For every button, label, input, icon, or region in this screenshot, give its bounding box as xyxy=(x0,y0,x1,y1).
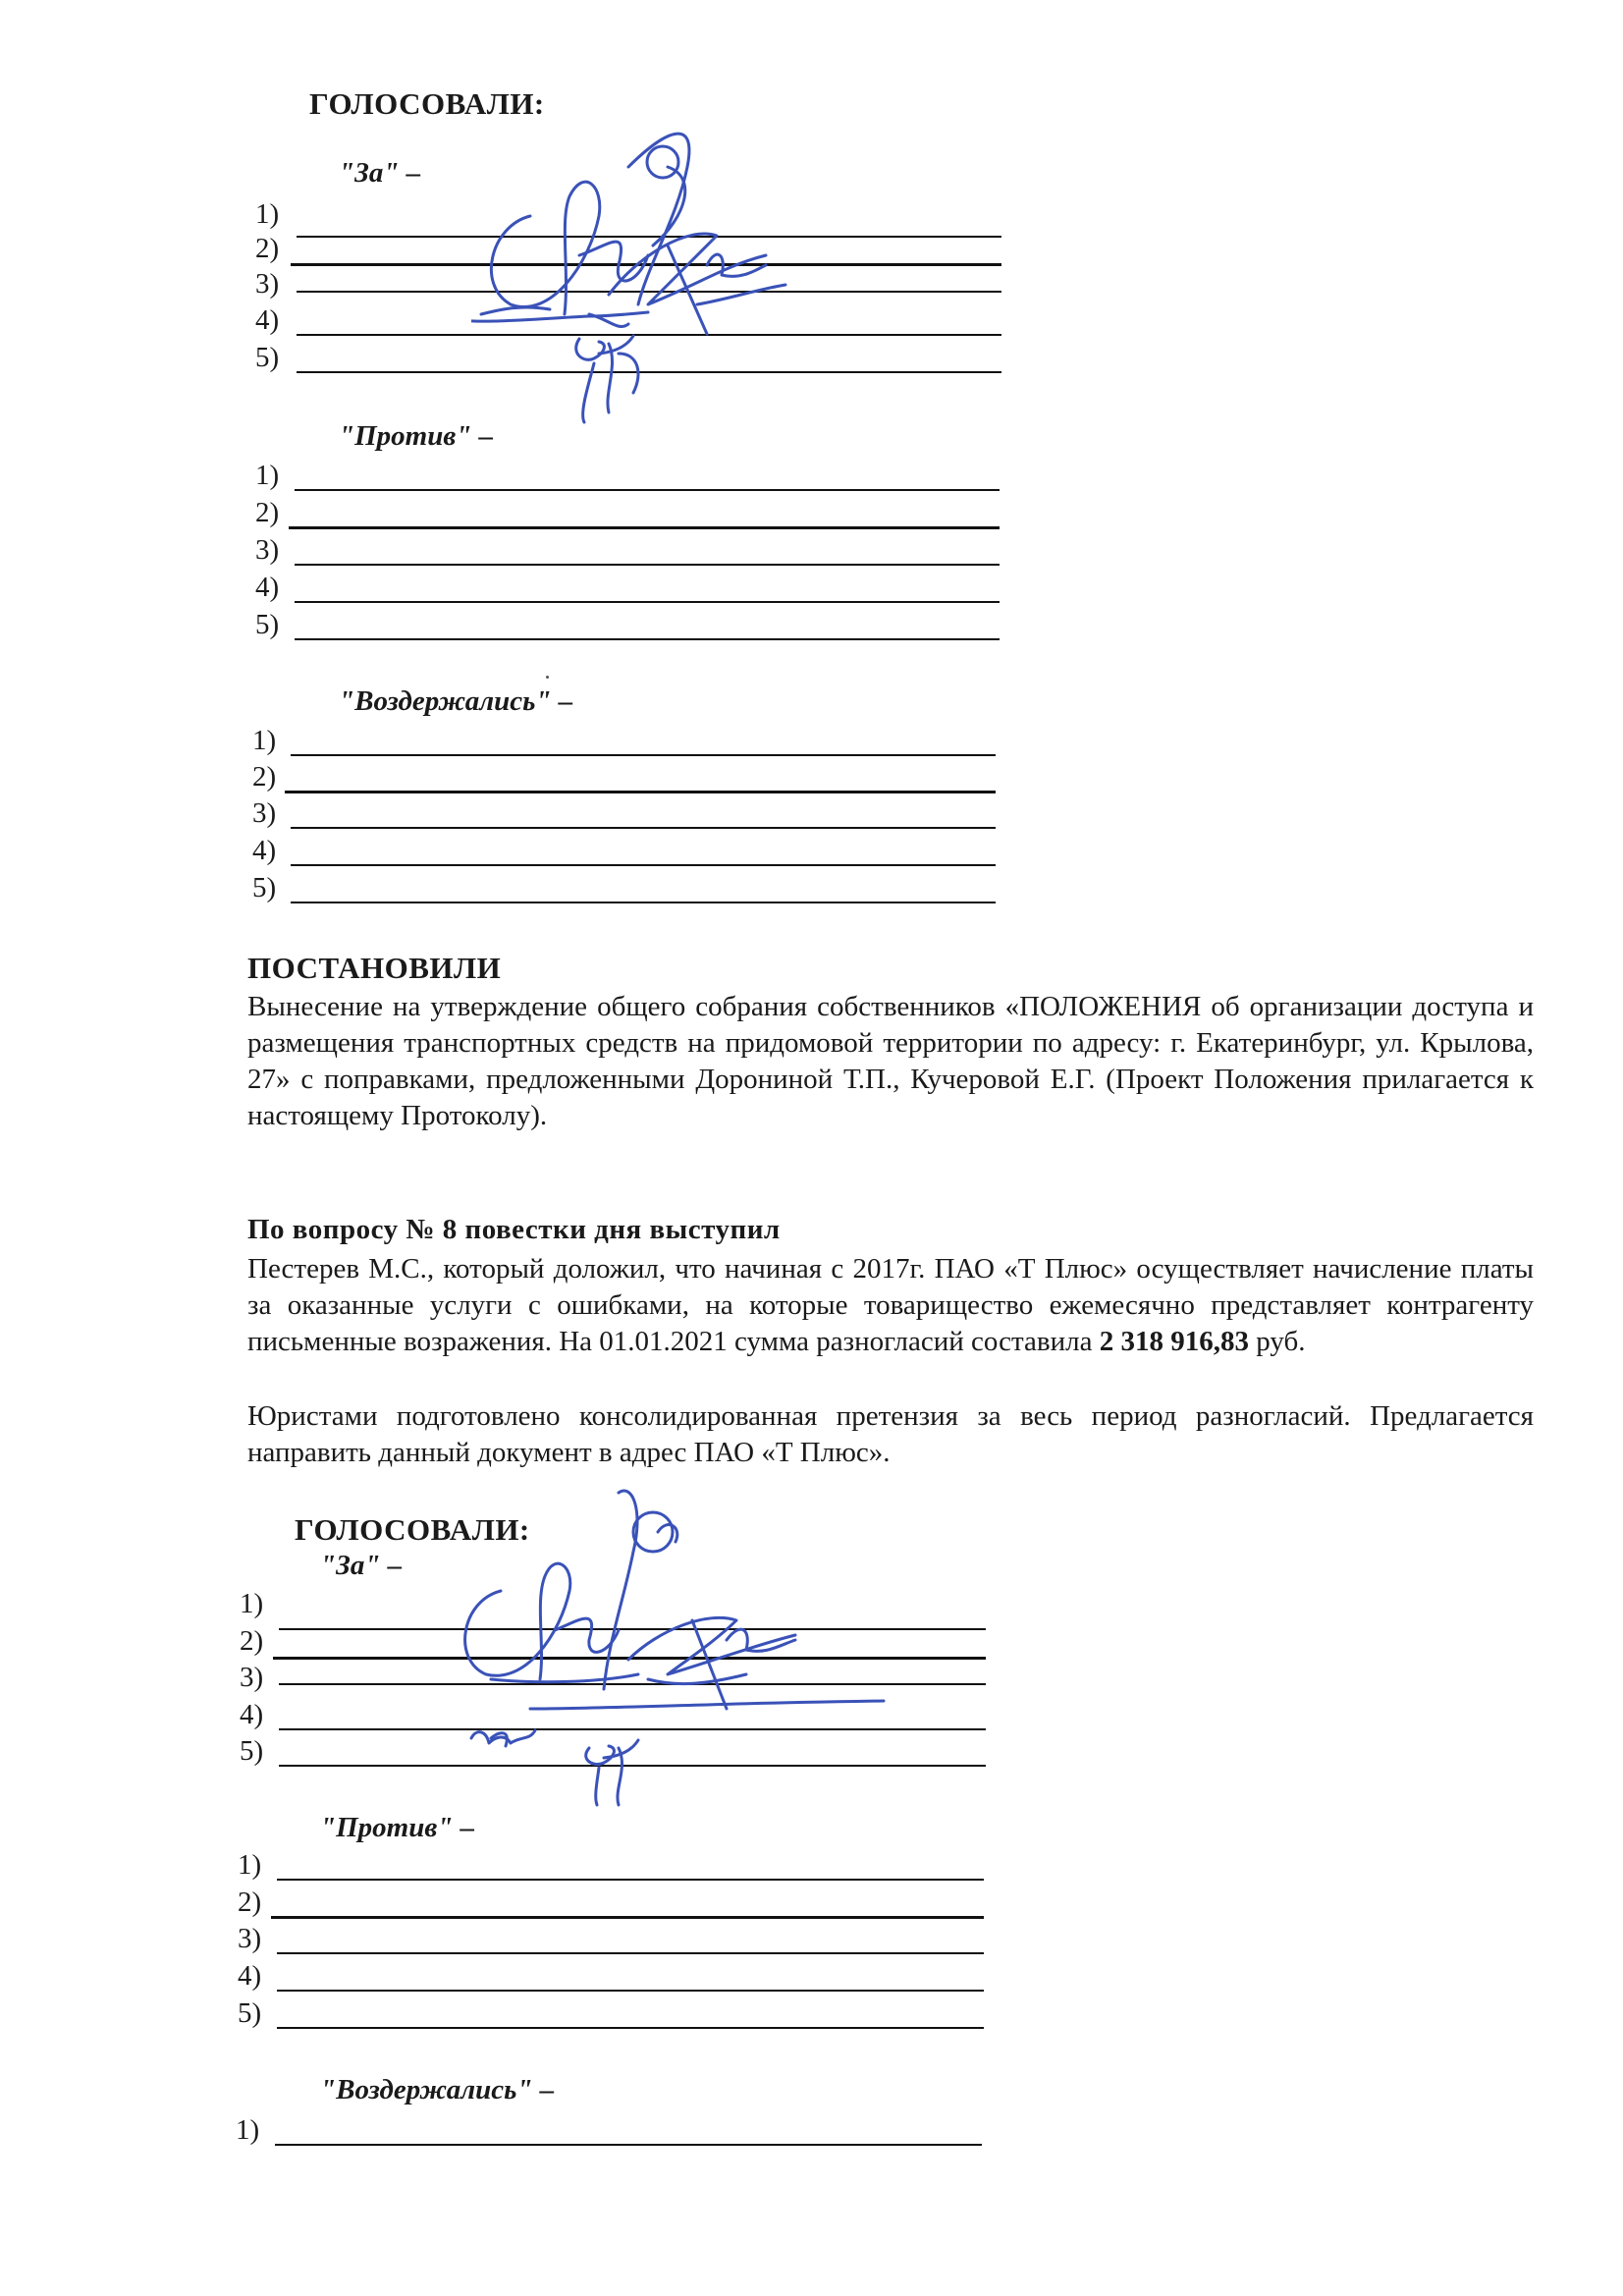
vote-abstain-line-3 xyxy=(291,827,996,829)
vote-for-line-5 xyxy=(297,371,1001,373)
question-8-paragraph-2: Юристами подготовлено консолидированная претензия за весь период разногласий. Предлагается направить данный документ в адрес ПАО «Т Плюс». xyxy=(247,1400,1534,1468)
vote-abstain-line-1b xyxy=(275,2144,982,2146)
voting-heading-2: ГОЛОСОВАЛИ: xyxy=(295,1512,530,1547)
stray-dot xyxy=(546,676,549,679)
vote-for-line-5b xyxy=(279,1765,986,1767)
vote-against-num-3: 3) xyxy=(255,534,280,566)
vote-for-num-2b: 2) xyxy=(240,1625,264,1657)
vote-abstain-line-2 xyxy=(285,791,996,793)
vote-for-line-1 xyxy=(297,236,1001,238)
vote-against-line-3 xyxy=(295,564,1000,566)
vote-for-line-2 xyxy=(291,263,1001,266)
vote-for-num-3b: 3) xyxy=(240,1662,264,1693)
vote-against-num-1: 1) xyxy=(255,460,280,491)
question-8-text: Пестерев М.С., который доложил, что начиная с 2017г. ПАО «Т Плюс» осуществляет начисление платы за оказанные услуги с ошибками, на которые товарищество ежемесячно представляет контрагенту письменные возражения. На 01.01.2021 сумма разногласий составила xyxy=(247,1253,1534,1357)
vote-for-label-2: "За" – xyxy=(320,1550,403,1581)
vote-against-line-2 xyxy=(289,526,1000,529)
vote-against-label-1: "Против" – xyxy=(339,420,494,452)
vote-abstain-num-1b: 1) xyxy=(236,2114,260,2146)
vote-against-num-5b: 5) xyxy=(238,1997,262,2029)
vote-for-num-4: 4) xyxy=(255,304,280,336)
vote-for-label-1: "За" – xyxy=(339,157,421,189)
vote-abstain-num-2: 2) xyxy=(252,761,277,793)
vote-against-num-5: 5) xyxy=(255,609,280,640)
vote-for-line-3 xyxy=(297,291,1001,293)
vote-for-num-1b: 1) xyxy=(240,1588,264,1619)
vote-for-num-3: 3) xyxy=(255,268,280,300)
question-8-paragraph-1 xyxy=(247,1251,1534,1360)
vote-for-line-1b xyxy=(279,1628,986,1630)
vote-for-num-5b: 5) xyxy=(240,1735,264,1767)
voting-heading-1: ГОЛОСОВАЛИ: xyxy=(309,86,545,121)
vote-abstain-label-2: "Воздержались" – xyxy=(320,2074,555,2105)
vote-for-line-4 xyxy=(297,334,1001,336)
vote-for-line-3b xyxy=(279,1683,986,1685)
vote-against-label-2: "Против" – xyxy=(320,1812,475,1843)
vote-for-num-2: 2) xyxy=(255,233,280,264)
vote-against-line-1b xyxy=(277,1879,984,1881)
vote-against-line-4b xyxy=(277,1990,984,1992)
disagreement-amount: 2 318 916,83 xyxy=(1099,1326,1249,1357)
question-8-heading: По вопросу № 8 повестки дня выступил xyxy=(247,1214,781,1245)
vote-abstain-num-3: 3) xyxy=(252,797,277,829)
vote-against-num-3b: 3) xyxy=(238,1923,262,1954)
vote-against-line-2b xyxy=(271,1916,984,1919)
vote-abstain-line-4 xyxy=(291,864,996,866)
vote-for-num-4b: 4) xyxy=(240,1699,264,1730)
vote-against-line-1 xyxy=(295,489,1000,491)
vote-abstain-num-4: 4) xyxy=(252,835,277,866)
vote-against-line-4 xyxy=(295,601,1000,603)
vote-abstain-num-5: 5) xyxy=(252,872,277,903)
currency-suffix: руб. xyxy=(1248,1326,1306,1357)
vote-for-num-1: 1) xyxy=(255,198,280,230)
vote-abstain-label-1: "Воздержались" – xyxy=(339,685,573,717)
vote-abstain-line-1 xyxy=(291,754,996,756)
vote-against-line-5 xyxy=(295,638,1000,640)
vote-for-num-5: 5) xyxy=(255,342,280,373)
resolution-heading: ПОСТАНОВИЛИ xyxy=(247,951,502,985)
vote-against-num-2b: 2) xyxy=(238,1886,262,1918)
vote-abstain-num-1: 1) xyxy=(252,725,277,756)
vote-against-line-5b xyxy=(277,2027,984,2029)
vote-against-line-3b xyxy=(277,1952,984,1954)
vote-for-line-2b xyxy=(273,1657,986,1660)
vote-against-num-4b: 4) xyxy=(238,1960,262,1992)
vote-against-num-1b: 1) xyxy=(238,1849,262,1881)
handwritten-signatures-1 xyxy=(471,108,825,442)
vote-for-line-4b xyxy=(279,1728,986,1730)
vote-abstain-line-5 xyxy=(291,902,996,903)
resolution-text: Вынесение на утверждение общего собрания собственников «ПОЛОЖЕНИЯ об организации доступа и размещения транспортных средств на придомовой территории по адресу: г. Екатеринбург, ул. Крылова, 27» с поправками, предложенными Дорониной Т.П., Кучеровой Е.Г. (Проект Положения прилагается к настоящему Протоколу). xyxy=(247,991,1534,1131)
vote-against-num-2: 2) xyxy=(255,497,280,528)
vote-against-num-4: 4) xyxy=(255,572,280,603)
